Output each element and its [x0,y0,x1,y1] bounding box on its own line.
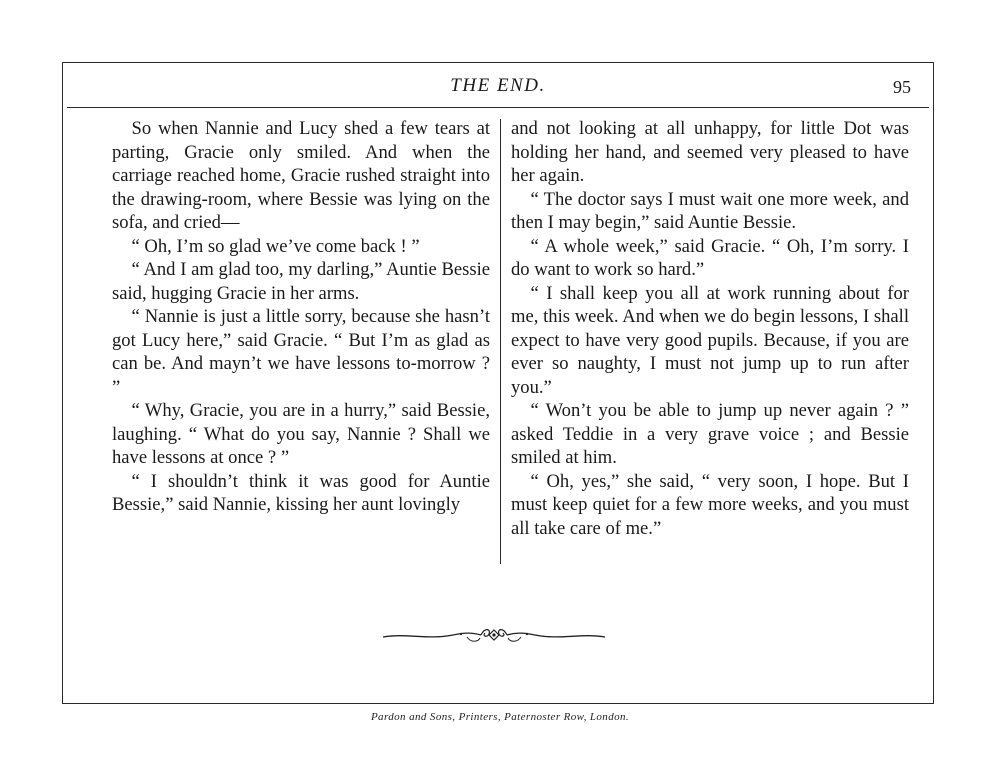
right-column [511,117,909,540]
paragraph: “ Nannie is just a little sorry, because she hasn’t got Lucy here,” said Gracie. “ But I’m as glad as can be. And mayn’t we have lessons to-morrow ? ” [112,306,490,398]
column-divider [500,119,501,564]
left-column [112,117,490,517]
paragraph: “ A whole week,” said Gracie. “ Oh, I’m sorry. I do want to work so hard.” [511,235,909,280]
running-head [63,73,933,103]
running-title: THE END. [450,75,546,96]
paragraph: “ Why, Gracie, you are in a hurry,” said Bessie, laughing. “ What do you say, Nannie ? Shall we have lessons at once ? ” [112,400,490,468]
paragraph: “ I shouldn’t think it was good for Auntie Bessie,” said Nannie, kissing her aunt lovingly [112,470,490,515]
paragraph: “ I shall keep you all at work running about for me, this week. And when we do begin lessons, I shall expect to have very good pupils. Because, if you are ever so naughty, I must not jump up to run after you.” [511,282,909,398]
paragraph: “ Oh, I’m so glad we’ve come back ! ” [131,235,420,257]
tailpiece-ornament-icon [381,623,607,649]
paragraph: “ Won’t you be able to jump up never again ? ” asked Teddie in a very grave voice ; and Bessie smiled at him. [511,400,909,468]
paragraph: “ And I am glad too, my darling,” Auntie Bessie said, hugging Gracie in her arms. [112,259,490,304]
paragraph: So when Nannie and Lucy shed a few tears at parting, Gracie only smiled. And when the carriage reached home, Gracie rushed straight into the drawing-room, where Bessie was lying on the sofa, and cried— [112,118,490,233]
header-rule [67,107,929,108]
paragraph: “ Oh, yes,” she said, “ very soon, I hope. But I must keep quiet for a few more weeks, and you must all take care of me.” [511,470,909,539]
page-frame [62,62,934,704]
paragraph-continuation: and not looking at all unhappy, for little Dot was holding her hand, and seemed very pleased to have her again. [511,118,909,186]
page-number: 95 [893,77,911,97]
printer-imprint: Pardon and Sons, Printers, Paternoster Row, London. [370,711,630,723]
paragraph: “ The doctor says I must wait one more week, and then I may begin,” said Auntie Bessie. [511,188,909,233]
